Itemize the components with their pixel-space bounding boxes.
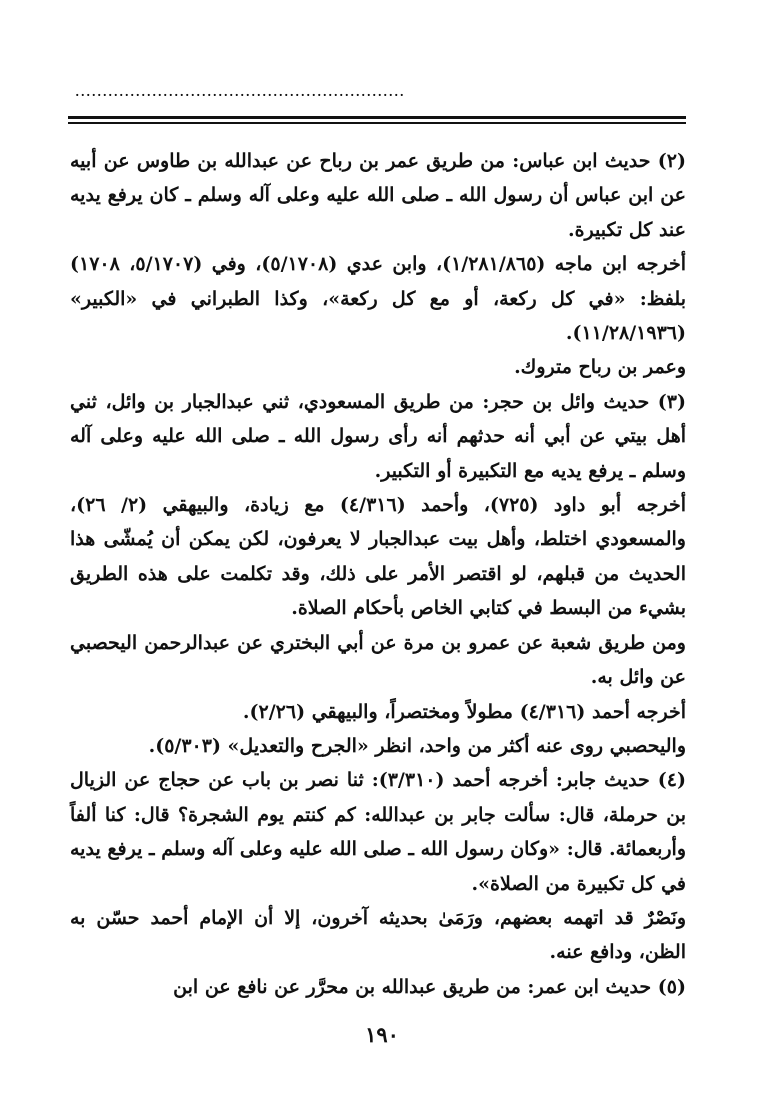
page-body — [70, 144, 686, 1004]
paragraph-shuba-route: ومن طريق شعبة عن عمرو بن مرة عن أبي البختري عن عبدالرحمن اليحصبي عن وائل به. — [70, 631, 686, 689]
paragraph-takhrij-ibn-majah: أخرجه ابن ماجه (١/٢٨١/٨٦٥)، وابن عدي (٥/١٧٠٨)، وفي (٥/١٧٠٧، ١٧٠٨) بلفظ: «في كل ركعة، أو مع كل ركعة»، وكذا الطبراني في «الكبير» (١١/٢٨/١٩٣٦). — [70, 253, 686, 345]
header-dotted-line: ............................................................ — [75, 80, 405, 100]
paragraph-takhrij-ahmad: أخرجه أحمد (٤/٣١٦) مطولاً ومختصراً، والبيهقي (٢/٢٦). — [242, 700, 686, 723]
paragraph-hadith-wail: (٣) حديث وائل بن حجر: من طريق المسعودي، ثني عبدالجبار بن وائل، ثني أهل بيتي عن أبي أنه حدثهم أنه رأى رسول الله ـ صلى الله عليه وعلى آله وسلم ـ يرفع يديه مع التكبيرة أو التكبير. — [70, 390, 686, 482]
paragraph-note-nasr: ونَصْرٌ قد اتهمه بعضهم، ورَمَىٰ بحديثه آخرون، إلا أن الإمام أحمد حسّن به الظن، ودافع عنه. — [70, 906, 686, 964]
paragraph-hadith-ibn-umar: (٥) حديث ابن عمر: من طريق عبدالله بن محرَّر عن نافع عن ابن — [173, 975, 686, 998]
paragraph-hadith-ibn-abbas: (٢) حديث ابن عباس: من طريق عمر بن رباح عن عبدالله بن طاوس عن أبيه عن ابن عباس أن رسول الله ـ صلى الله عليه وعلى آله وسلم ـ كان يرفع يديه عند كل تكبيرة. — [70, 150, 686, 241]
paragraph-note-omar: وعمر بن رباح متروك. — [514, 356, 686, 379]
header-rule-thin — [68, 122, 686, 124]
paragraph-note-yahsubi: واليحصبي روى عنه أكثر من واحد، انظر «الجرح والتعديل» (٥/٣٠٣). — [148, 734, 686, 757]
paragraph-takhrij-abu-dawud: أخرجه أبو داود (٧٢٥)، وأحمد (٤/٣١٦) مع زيادة، والبيهقي (٢/ ٢٦)، والمسعودي اختلط، وأهل بيت عبدالجبار لا يعرفون، لكن يمكن أن يُمشّى هذا الحديث من قبلهم، لو اقتصر الأمر على ذلك، وقد تكلمت على هذه الطريق بشيء من البسط في كتابي الخاص بأحكام الصلاة. — [70, 494, 687, 620]
header-rule-thick — [68, 116, 686, 119]
paragraph-hadith-jabir: (٤) حديث جابر: أخرجه أحمد (٣/٣١٠): ثنا نصر بن باب عن حجاج عن الزيال بن حرملة، قال: سألت جابر بن عبدالله: كم كنتم يوم الشجرة؟ قال: كنا ألفاً وأربعمائة. قال: «وكان رسول الله ـ صلى الله عليه وعلى آله وسلم ـ يرفع يديه في كل تكبيرة من الصلاة». — [70, 769, 686, 895]
page-number: ١٩٠ — [365, 1022, 399, 1047]
